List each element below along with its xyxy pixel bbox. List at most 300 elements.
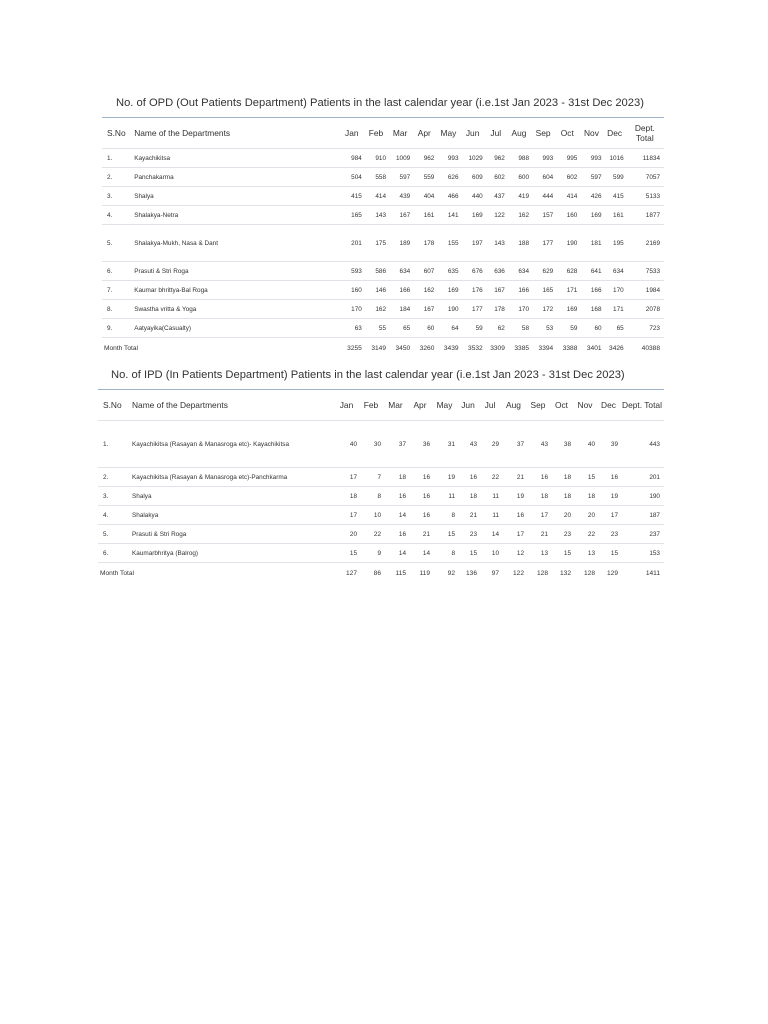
- month-total-value: 122: [512, 569, 524, 577]
- month-value: 143: [364, 206, 388, 225]
- serial-number: 6.: [98, 544, 128, 563]
- month-value: 995: [555, 149, 579, 168]
- month-value: 16: [408, 468, 432, 487]
- month-value: 629: [531, 262, 555, 281]
- month-value: 17: [501, 525, 526, 544]
- serial-number: 9.: [102, 319, 130, 338]
- month-value: 597: [579, 168, 603, 187]
- ipd-header-cell: Mar: [383, 390, 408, 421]
- dept-total: 7057: [626, 168, 664, 187]
- ipd-title: No. of IPD (In Patients Department) Patients in the last calendar year (i.e.1st Jan 2023 - 31st Dec 2023): [111, 369, 625, 381]
- month-total-label: Month Total: [100, 569, 134, 577]
- month-value: 14: [408, 544, 432, 563]
- department-name: Kaumar bhrittya-Bal Roga: [130, 281, 339, 300]
- month-value: 634: [507, 262, 531, 281]
- month-value: 36: [408, 421, 432, 468]
- serial-number: 8.: [102, 300, 130, 319]
- month-value: 18: [457, 487, 479, 506]
- opd-header-cell: Apr: [412, 118, 436, 149]
- table-row: [102, 300, 664, 319]
- month-value: 55: [364, 319, 388, 338]
- month-value: 10: [359, 506, 383, 525]
- month-value: 29: [479, 421, 501, 468]
- month-total-value: 3149: [371, 344, 387, 352]
- month-total-value: 129: [606, 569, 618, 577]
- serial-number: 6.: [102, 262, 130, 281]
- month-value: 419: [507, 187, 531, 206]
- month-total-value: 119: [419, 569, 430, 577]
- month-value: 172: [531, 300, 555, 319]
- opd-header-cell: Dec: [604, 118, 626, 149]
- month-value: 40: [334, 421, 359, 468]
- month-value: 16: [383, 487, 408, 506]
- dept-total: 190: [620, 487, 664, 506]
- serial-number: 3.: [102, 187, 130, 206]
- month-value: 176: [461, 281, 485, 300]
- dept-total: 11834: [626, 149, 664, 168]
- month-value: 559: [412, 168, 436, 187]
- month-value: 15: [573, 468, 597, 487]
- month-value: 175: [364, 225, 388, 262]
- dept-total: 5133: [626, 187, 664, 206]
- month-value: 170: [340, 300, 364, 319]
- ipd-header-cell: Nov: [573, 390, 597, 421]
- month-value: 19: [501, 487, 526, 506]
- month-value: 65: [604, 319, 626, 338]
- month-value: 59: [461, 319, 485, 338]
- dept-total: 7533: [626, 262, 664, 281]
- opd-table: [102, 118, 664, 358]
- month-value: 8: [432, 544, 457, 563]
- month-value: 11: [479, 506, 501, 525]
- department-name: Shalya: [130, 187, 339, 206]
- ipd-header-cell: Name of the Departments: [128, 390, 334, 421]
- month-value: 166: [579, 281, 603, 300]
- table-row: [98, 421, 664, 468]
- opd-header-cell: Feb: [364, 118, 388, 149]
- month-value: 122: [485, 206, 507, 225]
- serial-number: 7.: [102, 281, 130, 300]
- month-value: 11: [479, 487, 501, 506]
- month-value: 63: [340, 319, 364, 338]
- department-name: Shalakya: [128, 506, 334, 525]
- department-name: Swastha vritta & Yoga: [130, 300, 339, 319]
- month-total-value: 3439: [443, 344, 459, 352]
- month-value: 21: [526, 525, 550, 544]
- table-row: [98, 525, 664, 544]
- month-value: 16: [501, 506, 526, 525]
- month-value: 22: [573, 525, 597, 544]
- month-total-value: 128: [536, 569, 548, 577]
- ipd-header-cell: Oct: [550, 390, 573, 421]
- month-value: 8: [359, 487, 383, 506]
- ipd-header-cell: Sep: [526, 390, 550, 421]
- dept-total: 187: [620, 506, 664, 525]
- month-value: 43: [457, 421, 479, 468]
- month-value: 190: [436, 300, 460, 319]
- month-total-value: 3255: [347, 344, 362, 352]
- month-value: 18: [526, 487, 550, 506]
- department-name: Prasuti & Stri Roga: [128, 525, 334, 544]
- month-value: 18: [334, 487, 359, 506]
- month-value: 162: [364, 300, 388, 319]
- month-value: 23: [550, 525, 573, 544]
- table-row: [102, 281, 664, 300]
- month-value: 11: [432, 487, 457, 506]
- month-value: 21: [408, 525, 432, 544]
- table-row: [102, 262, 664, 281]
- ipd-header-cell: Feb: [359, 390, 383, 421]
- grand-total: 40388: [641, 344, 660, 352]
- month-value: 437: [485, 187, 507, 206]
- month-value: 15: [550, 544, 573, 563]
- table-row: [102, 319, 664, 338]
- month-value: 993: [531, 149, 555, 168]
- month-value: 19: [597, 487, 620, 506]
- table-row: [98, 506, 664, 525]
- month-value: 14: [383, 506, 408, 525]
- month-value: 195: [604, 225, 626, 262]
- month-value: 993: [436, 149, 460, 168]
- month-value: 16: [457, 468, 479, 487]
- month-total-value: 86: [373, 569, 381, 577]
- month-value: 189: [388, 225, 412, 262]
- month-value: 201: [340, 225, 364, 262]
- month-value: 404: [412, 187, 436, 206]
- month-value: 18: [550, 468, 573, 487]
- month-value: 170: [604, 281, 626, 300]
- month-value: 9: [359, 544, 383, 563]
- month-value: 178: [485, 300, 507, 319]
- table-row: [98, 544, 664, 563]
- month-value: 169: [461, 206, 485, 225]
- month-value: 910: [364, 149, 388, 168]
- month-value: 14: [383, 544, 408, 563]
- opd-header-cell: Nov: [579, 118, 603, 149]
- month-value: 16: [408, 487, 432, 506]
- month-value: 43: [526, 421, 550, 468]
- opd-header-cell: Aug: [507, 118, 531, 149]
- month-value: 162: [507, 206, 531, 225]
- month-value: 676: [461, 262, 485, 281]
- month-value: 13: [573, 544, 597, 563]
- table-row: [102, 168, 664, 187]
- month-value: 466: [436, 187, 460, 206]
- month-value: 168: [579, 300, 603, 319]
- month-value: 161: [412, 206, 436, 225]
- month-value: 155: [436, 225, 460, 262]
- month-total-value: 3401: [586, 344, 602, 352]
- month-value: 37: [383, 421, 408, 468]
- month-value: 169: [436, 281, 460, 300]
- department-name: Shalakya-Mukh, Nasa & Dant: [130, 225, 339, 262]
- month-value: 17: [334, 506, 359, 525]
- month-total-value: 128: [583, 569, 595, 577]
- month-value: 60: [412, 319, 436, 338]
- month-value: 65: [388, 319, 412, 338]
- month-value: 167: [388, 206, 412, 225]
- month-total-value: 3532: [468, 344, 483, 352]
- dept-total: 443: [620, 421, 664, 468]
- month-value: 157: [531, 206, 555, 225]
- month-value: 64: [436, 319, 460, 338]
- month-value: 15: [334, 544, 359, 563]
- department-name: Aatyayika(Casualty): [130, 319, 339, 338]
- month-value: 414: [364, 187, 388, 206]
- month-value: 415: [604, 187, 626, 206]
- month-value: 609: [461, 168, 485, 187]
- opd-header-cell: Oct: [555, 118, 579, 149]
- month-value: 16: [526, 468, 550, 487]
- ipd-header-cell: Jul: [479, 390, 501, 421]
- month-value: 62: [485, 319, 507, 338]
- opd-title: No. of OPD (Out Patients Department) Patients in the last calendar year (i.e.1st Jan 2023 - 31st Dec 2023): [116, 97, 644, 109]
- month-value: 444: [531, 187, 555, 206]
- month-value: 60: [579, 319, 603, 338]
- ipd-header-row: [98, 390, 664, 421]
- month-value: 167: [412, 300, 436, 319]
- month-value: 21: [501, 468, 526, 487]
- month-total-row: [102, 338, 664, 359]
- month-value: 171: [555, 281, 579, 300]
- month-value: 40: [573, 421, 597, 468]
- month-value: 160: [555, 206, 579, 225]
- month-value: 439: [388, 187, 412, 206]
- month-value: 414: [555, 187, 579, 206]
- month-value: 38: [550, 421, 573, 468]
- month-value: 167: [485, 281, 507, 300]
- month-value: 177: [461, 300, 485, 319]
- month-value: 16: [597, 468, 620, 487]
- month-value: 21: [457, 506, 479, 525]
- month-value: 20: [573, 506, 597, 525]
- month-value: 190: [555, 225, 579, 262]
- month-value: 146: [364, 281, 388, 300]
- serial-number: 2.: [98, 468, 128, 487]
- month-value: 440: [461, 187, 485, 206]
- ipd-header-cell: Dept. Total: [620, 390, 664, 421]
- month-value: 1029: [461, 149, 485, 168]
- month-value: 18: [550, 487, 573, 506]
- month-value: 188: [507, 225, 531, 262]
- dept-total: 153: [620, 544, 664, 563]
- ipd-section: [98, 368, 664, 583]
- month-value: 14: [479, 525, 501, 544]
- month-value: 15: [432, 525, 457, 544]
- month-value: 636: [485, 262, 507, 281]
- month-value: 558: [364, 168, 388, 187]
- dept-total: 237: [620, 525, 664, 544]
- month-value: 602: [485, 168, 507, 187]
- month-total-value: 3388: [562, 344, 578, 352]
- month-total-value: 132: [559, 569, 571, 577]
- month-value: 31: [432, 421, 457, 468]
- month-value: 18: [573, 487, 597, 506]
- opd-header-cell: Jan: [340, 118, 364, 149]
- serial-number: 5.: [98, 525, 128, 544]
- month-value: 53: [531, 319, 555, 338]
- month-value: 197: [461, 225, 485, 262]
- month-value: 39: [597, 421, 620, 468]
- month-value: 170: [507, 300, 531, 319]
- department-name: Shalakya-Netra: [130, 206, 339, 225]
- grand-total: 1411: [645, 569, 660, 577]
- month-value: 16: [383, 525, 408, 544]
- month-value: 607: [412, 262, 436, 281]
- dept-total: 723: [626, 319, 664, 338]
- month-value: 599: [604, 168, 626, 187]
- ipd-header-cell: Dec: [597, 390, 620, 421]
- department-name: Kayachikitsa (Rasayan & Manasroga etc)-Panchkarma: [128, 468, 334, 487]
- serial-number: 3.: [98, 487, 128, 506]
- ipd-header-cell: Jun: [457, 390, 479, 421]
- month-total-value: 92: [447, 569, 455, 577]
- ipd-header-cell: May: [432, 390, 457, 421]
- month-value: 17: [597, 506, 620, 525]
- month-value: 641: [579, 262, 603, 281]
- month-value: 504: [340, 168, 364, 187]
- opd-header-cell: Mar: [388, 118, 412, 149]
- month-value: 1009: [388, 149, 412, 168]
- month-value: 58: [507, 319, 531, 338]
- month-value: 15: [457, 544, 479, 563]
- month-value: 169: [555, 300, 579, 319]
- month-value: 171: [604, 300, 626, 319]
- dept-total: 1877: [626, 206, 664, 225]
- month-total-row: [98, 563, 664, 584]
- opd-header-cell: Jun: [461, 118, 485, 149]
- opd-section: [102, 96, 664, 358]
- month-value: 166: [507, 281, 531, 300]
- dept-total: 201: [620, 468, 664, 487]
- month-value: 634: [604, 262, 626, 281]
- ipd-header-cell: Jan: [334, 390, 359, 421]
- month-value: 593: [340, 262, 364, 281]
- department-name: Shalya: [128, 487, 334, 506]
- opd-header-cell: Jul: [485, 118, 507, 149]
- table-row: [102, 225, 664, 262]
- month-value: 10: [479, 544, 501, 563]
- month-total-value: 3450: [395, 344, 411, 352]
- month-value: 161: [604, 206, 626, 225]
- department-name: Panchakarma: [130, 168, 339, 187]
- month-value: 1016: [604, 149, 626, 168]
- month-total-value: 115: [395, 569, 406, 577]
- month-value: 166: [388, 281, 412, 300]
- month-value: 635: [436, 262, 460, 281]
- department-name: Kayachikitsa (Rasayan & Manasroga etc)- Kayachikitsa: [128, 421, 334, 468]
- month-value: 988: [507, 149, 531, 168]
- month-value: 169: [579, 206, 603, 225]
- month-value: 184: [388, 300, 412, 319]
- department-name: Kaumarbhritya (Balrog): [128, 544, 334, 563]
- month-value: 586: [364, 262, 388, 281]
- month-value: 628: [555, 262, 579, 281]
- ipd-table: [98, 390, 664, 583]
- month-total-value: 3385: [514, 344, 530, 352]
- serial-number: 5.: [102, 225, 130, 262]
- ipd-header-cell: Apr: [408, 390, 432, 421]
- month-value: 626: [436, 168, 460, 187]
- month-total-value: 127: [345, 569, 357, 577]
- month-value: 993: [579, 149, 603, 168]
- month-value: 602: [555, 168, 579, 187]
- month-value: 162: [412, 281, 436, 300]
- month-value: 160: [340, 281, 364, 300]
- month-value: 962: [485, 149, 507, 168]
- month-value: 18: [383, 468, 408, 487]
- month-value: 17: [526, 506, 550, 525]
- month-value: 59: [555, 319, 579, 338]
- dept-total: 2169: [626, 225, 664, 262]
- month-value: 962: [412, 149, 436, 168]
- month-value: 165: [531, 281, 555, 300]
- month-value: 634: [388, 262, 412, 281]
- table-row: [98, 487, 664, 506]
- month-value: 15: [597, 544, 620, 563]
- month-value: 23: [597, 525, 620, 544]
- month-value: 597: [388, 168, 412, 187]
- month-total-label: Month Total: [104, 344, 138, 352]
- month-value: 8: [432, 506, 457, 525]
- month-total-value: 3394: [538, 344, 554, 352]
- month-value: 415: [340, 187, 364, 206]
- opd-header-cell: Sep: [531, 118, 555, 149]
- month-total-value: 3260: [419, 344, 435, 352]
- month-value: 12: [501, 544, 526, 563]
- month-value: 143: [485, 225, 507, 262]
- table-row: [102, 187, 664, 206]
- month-value: 181: [579, 225, 603, 262]
- table-row: [102, 149, 664, 168]
- month-value: 165: [340, 206, 364, 225]
- opd-header-cell: Dept. Total: [626, 118, 664, 149]
- month-value: 22: [479, 468, 501, 487]
- month-total-value: 3309: [490, 344, 505, 352]
- table-row: [98, 468, 664, 487]
- month-total-value: 97: [491, 569, 499, 577]
- opd-header-cell: May: [436, 118, 460, 149]
- month-value: 23: [457, 525, 479, 544]
- month-value: 20: [334, 525, 359, 544]
- department-name: Kayachikitsa: [130, 149, 339, 168]
- month-value: 604: [531, 168, 555, 187]
- dept-total: 2078: [626, 300, 664, 319]
- table-row: [102, 206, 664, 225]
- month-value: 984: [340, 149, 364, 168]
- month-value: 600: [507, 168, 531, 187]
- dept-total: 1984: [626, 281, 664, 300]
- month-value: 37: [501, 421, 526, 468]
- month-value: 20: [550, 506, 573, 525]
- ipd-header-cell: Aug: [501, 390, 526, 421]
- serial-number: 1.: [98, 421, 128, 468]
- serial-number: 4.: [102, 206, 130, 225]
- month-value: 30: [359, 421, 383, 468]
- month-value: 426: [579, 187, 603, 206]
- month-value: 22: [359, 525, 383, 544]
- month-value: 17: [334, 468, 359, 487]
- month-total-value: 136: [465, 569, 477, 577]
- opd-header-row: [102, 118, 664, 149]
- month-total-value: 3426: [609, 344, 624, 352]
- month-value: 19: [432, 468, 457, 487]
- serial-number: 1.: [102, 149, 130, 168]
- department-name: Prasuti & Stri Roga: [130, 262, 339, 281]
- ipd-header-cell: S.No: [98, 390, 128, 421]
- month-value: 177: [531, 225, 555, 262]
- opd-header-cell: S.No: [102, 118, 130, 149]
